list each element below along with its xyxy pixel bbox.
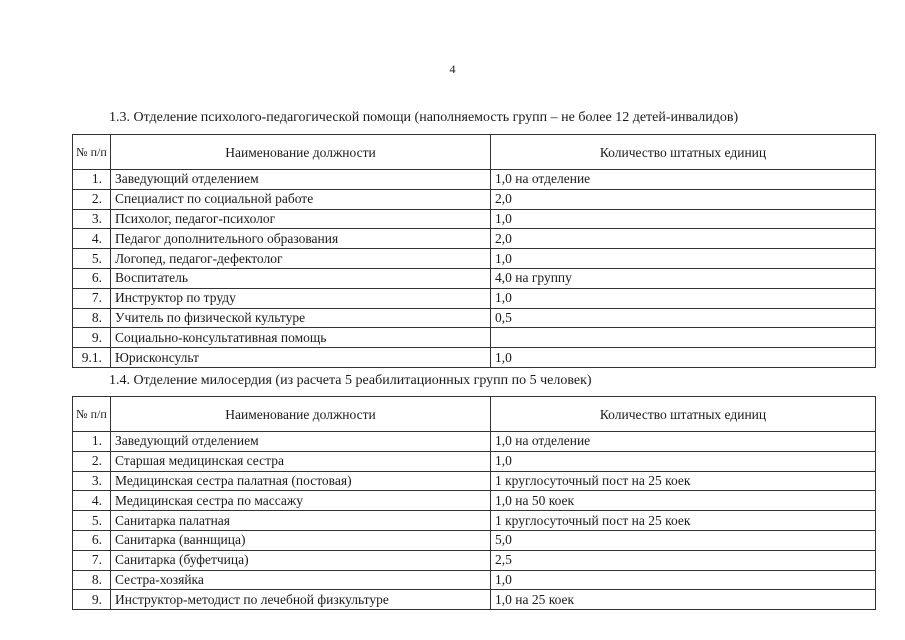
position-name-cell: Специалист по социальной работе: [111, 189, 491, 209]
staff-quantity-cell: 1,0: [491, 570, 876, 590]
table-body: [73, 432, 876, 610]
table-row: [73, 451, 876, 471]
table-row: [73, 229, 876, 249]
position-name-cell: Психолог, педагог-психолог: [111, 209, 491, 229]
table-header-row: [73, 135, 876, 170]
staff-quantity-cell: 1,0: [491, 451, 876, 471]
staff-quantity-cell: 0,5: [491, 308, 876, 328]
table-row: [73, 432, 876, 452]
staff-quantity-cell: 1,0 на отделение: [491, 432, 876, 452]
staff-quantity-cell: 1,0 на 50 коек: [491, 491, 876, 511]
table-row: [73, 328, 876, 348]
row-number-cell: 4.: [73, 229, 111, 249]
position-name-cell: Заведующий отделением: [111, 432, 491, 452]
staff-quantity-cell: 1,0: [491, 348, 876, 368]
row-number-cell: 8.: [73, 570, 111, 590]
column-header-num: [73, 135, 111, 170]
position-name-cell: Санитарка (буфетчица): [111, 550, 491, 570]
row-number-cell: 1.: [73, 432, 111, 452]
section-title-1-4: 1.4. Отделение милосердия (из расчета 5 реабилитационных групп по 5 человек): [109, 373, 592, 388]
staff-quantity-cell: 2,0: [491, 229, 876, 249]
staff-quantity-cell: 1,0: [491, 249, 876, 269]
staff-quantity-cell: 1 круглосуточный пост на 25 коек: [491, 471, 876, 491]
row-number-cell: 9.1.: [73, 348, 111, 368]
table-row: [73, 288, 876, 308]
table-row: [73, 189, 876, 209]
table-header-row: [73, 397, 876, 432]
staff-quantity-cell: 2,5: [491, 550, 876, 570]
table-row: [73, 471, 876, 491]
column-header-name: Наименование должности: [111, 397, 491, 432]
position-name-cell: Социально-консультативная помощь: [111, 328, 491, 348]
row-number-cell: 7.: [73, 550, 111, 570]
row-number-cell: 9.: [73, 590, 111, 610]
position-name-cell: Сестра-хозяйка: [111, 570, 491, 590]
page-number: 4: [449, 62, 456, 76]
table-body: [73, 170, 876, 368]
table-row: [73, 511, 876, 531]
column-header-num-label: № п/п: [76, 144, 107, 159]
staff-quantity-cell: [491, 328, 876, 348]
table-row: [73, 249, 876, 269]
row-number-cell: 5.: [73, 249, 111, 269]
row-number-cell: 7.: [73, 288, 111, 308]
column-header-name: Наименование должности: [111, 135, 491, 170]
position-name-cell: Учитель по физической культуре: [111, 308, 491, 328]
row-number-cell: 6.: [73, 268, 111, 288]
table-row: [73, 268, 876, 288]
table-row: [73, 570, 876, 590]
row-number-cell: 5.: [73, 511, 111, 531]
staff-quantity-cell: 1,0 на 25 коек: [491, 590, 876, 610]
row-number-cell: 8.: [73, 308, 111, 328]
staff-quantity-cell: 1 круглосуточный пост на 25 коек: [491, 511, 876, 531]
position-name-cell: Медицинская сестра палатная (постовая): [111, 471, 491, 491]
table-row: [73, 491, 876, 511]
row-number-cell: 9.: [73, 328, 111, 348]
staff-quantity-cell: 2,0: [491, 189, 876, 209]
row-number-cell: 2.: [73, 189, 111, 209]
row-number-cell: 3.: [73, 471, 111, 491]
position-name-cell: Старшая медицинская сестра: [111, 451, 491, 471]
section-title-1-3: 1.3. Отделение психолого-педагогической помощи (наполняемость групп – не более 12 детей-инвалидов): [109, 110, 739, 125]
position-name-cell: Медицинская сестра по массажу: [111, 491, 491, 511]
table-row: [73, 530, 876, 550]
position-name-cell: Юрисконсульт: [111, 348, 491, 368]
position-name-cell: Заведующий отделением: [111, 170, 491, 190]
table-row: [73, 308, 876, 328]
column-header-qty: Количество штатных единиц: [491, 135, 876, 170]
position-name-cell: Педагог дополнительного образования: [111, 229, 491, 249]
staff-quantity-cell: 1,0 на отделение: [491, 170, 876, 190]
row-number-cell: 2.: [73, 451, 111, 471]
table-row: [73, 348, 876, 368]
row-number-cell: 1.: [73, 170, 111, 190]
position-name-cell: Воспитатель: [111, 268, 491, 288]
position-name-cell: Инструктор-методист по лечебной физкультуре: [111, 590, 491, 610]
staff-quantity-cell: 5,0: [491, 530, 876, 550]
row-number-cell: 4.: [73, 491, 111, 511]
row-number-cell: 3.: [73, 209, 111, 229]
staff-quantity-cell: 1,0: [491, 288, 876, 308]
column-header-num: [73, 397, 111, 432]
column-header-num-label: № п/п: [76, 406, 107, 421]
table-row: [73, 209, 876, 229]
position-name-cell: Инструктор по труду: [111, 288, 491, 308]
position-name-cell: Санитарка палатная: [111, 511, 491, 531]
staff-table-1-4: [72, 396, 876, 610]
table-row: [73, 550, 876, 570]
table-row: [73, 170, 876, 190]
column-header-qty: Количество штатных единиц: [491, 397, 876, 432]
position-name-cell: Санитарка (ваннщица): [111, 530, 491, 550]
staff-quantity-cell: 1,0: [491, 209, 876, 229]
table-row: [73, 590, 876, 610]
position-name-cell: Логопед, педагог-дефектолог: [111, 249, 491, 269]
staff-table-1-3: [72, 134, 876, 368]
staff-quantity-cell: 4,0 на группу: [491, 268, 876, 288]
row-number-cell: 6.: [73, 530, 111, 550]
